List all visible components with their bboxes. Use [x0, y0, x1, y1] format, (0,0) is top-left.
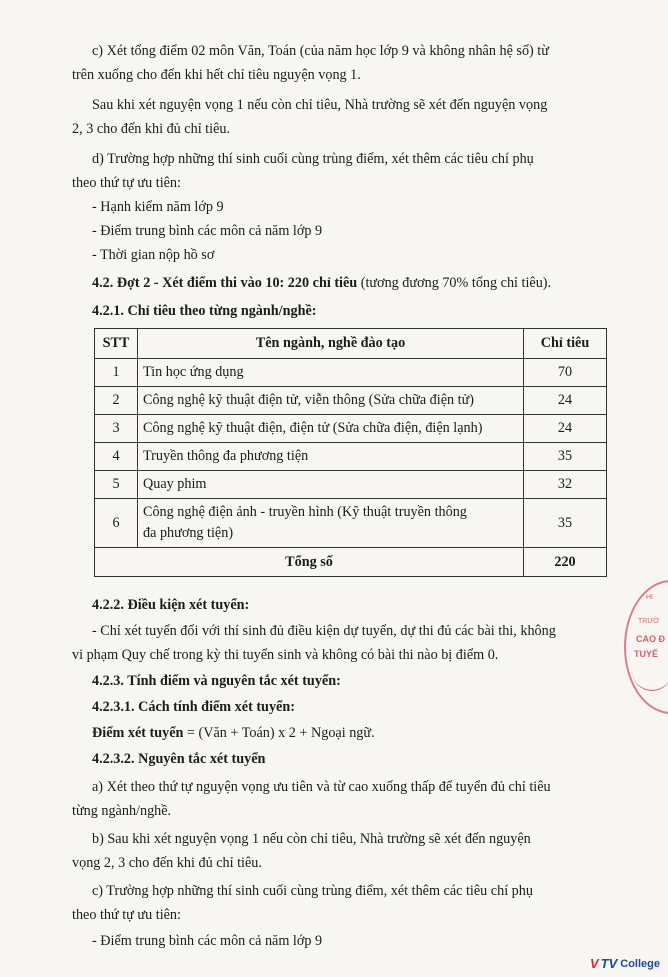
paragraph-nv-line2: 2, 3 cho đến khi đủ chỉ tiêu.	[72, 121, 231, 137]
formula-label: Điểm xét tuyển	[92, 725, 184, 741]
cell-name	[138, 499, 524, 548]
cell-quota: 70	[524, 359, 607, 387]
cell-quota: 32	[524, 471, 607, 499]
cell-stt: 2	[95, 387, 138, 415]
paragraph-dieu-kien-line2: vi phạm Quy chế trong kỳ thi tuyển sinh và không có bài thi nào bị điểm 0.	[72, 647, 499, 663]
heading-4-2-3-2: 4.2.3.2. Nguyên tắc xét tuyển	[92, 751, 266, 767]
watermark-v: V	[589, 956, 599, 971]
paragraph-d-line1: d) Trường hợp những thí sinh cuối cùng trùng điểm, xét thêm các tiêu chí phụ	[92, 151, 534, 167]
paragraph-a-line2: từng ngành/nghề.	[72, 803, 172, 819]
table-row	[95, 443, 607, 471]
heading-4-2-3: 4.2.3. Tính điểm và nguyên tắc xét tuyển:	[92, 673, 341, 689]
heading-4-2-bold: 4.2. Đợt 2 - Xét điểm thi vào 10: 220 chỉ tiêu	[92, 275, 358, 291]
bullet-thoi-gian: - Thời gian nộp hồ sơ	[92, 247, 215, 263]
heading-4-2-3-1: 4.2.3.1. Cách tính điểm xét tuyển:	[92, 699, 295, 715]
cell-name: Tin học ứng dụng	[138, 359, 524, 387]
paragraph-b-line2: vọng 2, 3 cho đến khi đủ chỉ tiêu.	[72, 855, 262, 871]
paragraph-c2-line1: c) Trường hợp những thí sinh cuối cùng trùng điểm, xét thêm các tiêu chí phụ	[92, 883, 533, 899]
cell-name: Công nghệ kỹ thuật điện, điện tử (Sửa chữa điện, điện lạnh)	[138, 415, 524, 443]
cell-stt: 3	[95, 415, 138, 443]
paragraph-c-line2: trên xuống cho đến khi hết chỉ tiêu nguyện vọng 1.	[72, 67, 361, 83]
table-row	[95, 415, 607, 443]
official-stamp	[624, 580, 668, 714]
heading-4-2-rest: (tương đương 70% tổng chỉ tiêu).	[357, 275, 552, 291]
stamp-text-1: HI	[646, 594, 653, 601]
stamp-ring	[632, 664, 668, 691]
header-quota: Chỉ tiêu	[524, 329, 607, 359]
cell-name: Truyền thông đa phương tiện	[138, 443, 524, 471]
cell-stt: 5	[95, 471, 138, 499]
cell-quota: 35	[524, 499, 607, 548]
table-row	[95, 387, 607, 415]
bullet-diem-tb: - Điểm trung bình các môn cả năm lớp 9	[92, 223, 323, 239]
total-label: Tổng số	[95, 548, 524, 577]
table-row	[95, 359, 607, 387]
table-total-row	[95, 548, 607, 577]
heading-4-2-2: 4.2.2. Điều kiện xét tuyển:	[92, 597, 250, 613]
watermark-college: College	[620, 957, 660, 970]
paragraph-c-line1: c) Xét tổng điểm 02 môn Văn, Toán (của năm học lớp 9 và không nhân hệ số) từ	[92, 43, 549, 59]
quota-table	[94, 328, 607, 577]
cell-stt: 4	[95, 443, 138, 471]
paragraph-b-line1: b) Sau khi xét nguyện vọng 1 nếu còn chỉ tiêu, Nhà trường sẽ xét đến nguyện	[92, 831, 531, 847]
cell-stt: 6	[95, 499, 138, 548]
formula	[92, 722, 375, 745]
paragraph-d-line2: theo thứ tự ưu tiên:	[72, 175, 181, 191]
stamp-text-3: CAO Đ	[636, 634, 665, 644]
table-row	[95, 471, 607, 499]
cell-quota: 35	[524, 443, 607, 471]
stamp-text-2: TRƯỜ	[638, 618, 660, 625]
header-name: Tên ngành, nghề đào tạo	[138, 329, 524, 359]
heading-4-2	[92, 272, 551, 295]
table-header-row	[95, 329, 607, 359]
paragraph-a-line1: a) Xét theo thứ tự nguyện vọng ưu tiên và từ cao xuống thấp để tuyển đủ chỉ tiêu	[92, 779, 551, 795]
table-row	[95, 499, 607, 548]
cell-quota: 24	[524, 387, 607, 415]
paragraph-nv-line1: Sau khi xét nguyện vọng 1 nếu còn chỉ tiêu, Nhà trường sẽ xét đến nguyện vọng	[92, 97, 548, 113]
vtv-college-watermark	[590, 956, 660, 971]
paragraph-dieu-kien-line1: - Chỉ xét tuyển đối với thí sinh đủ điều kiện dự tuyển, dự thi đủ các bài thi, không	[92, 623, 556, 639]
cell-quota: 24	[524, 415, 607, 443]
cell-name: Quay phim	[138, 471, 524, 499]
cell-name-line2: đa phương tiện)	[143, 525, 234, 541]
formula-expression: = (Văn + Toán) x 2 + Ngoại ngữ.	[183, 725, 375, 741]
stamp-text-4: TUYỂ	[634, 649, 659, 659]
bullet-hanh-kiem: - Hạnh kiểm năm lớp 9	[92, 199, 224, 215]
cell-stt: 1	[95, 359, 138, 387]
watermark-tv: TV	[600, 956, 618, 971]
cell-name-line1: Công nghệ điện ảnh - truyền hình (Kỹ thuật truyền thông	[143, 504, 467, 520]
cell-name: Công nghệ kỹ thuật điện tử, viễn thông (Sửa chữa điện tử)	[138, 387, 524, 415]
header-stt: STT	[95, 329, 138, 359]
total-value: 220	[524, 548, 607, 577]
bullet-diem-tb-2: - Điểm trung bình các môn cả năm lớp 9	[92, 933, 323, 949]
paragraph-c2-line2: theo thứ tự ưu tiên:	[72, 907, 181, 923]
heading-4-2-1: 4.2.1. Chỉ tiêu theo từng ngành/nghề:	[92, 303, 317, 319]
